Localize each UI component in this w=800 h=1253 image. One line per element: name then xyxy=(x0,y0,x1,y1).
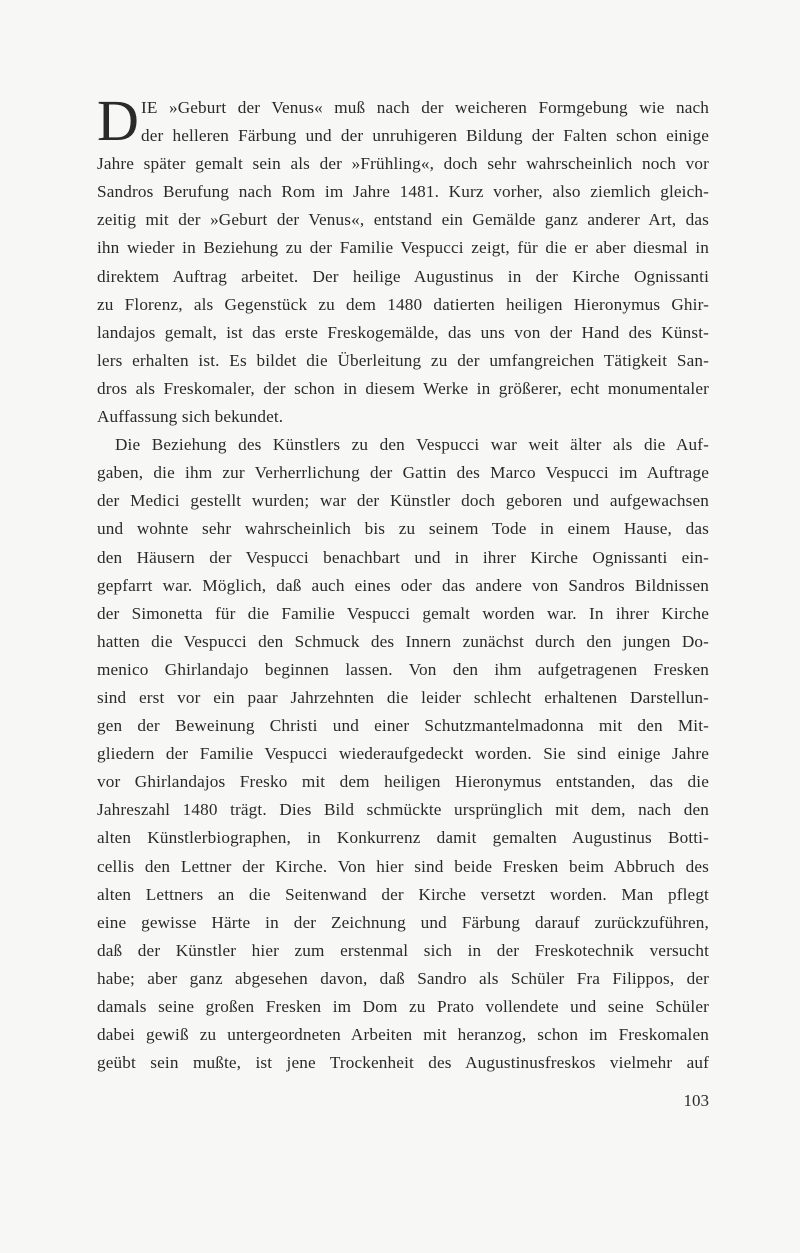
text-line-30: eine gewisse Härte in der Zeichnung und Färbung darauf zurückzuführen, xyxy=(97,912,709,932)
text-line-2: der helleren Färbung und der unruhigeren Bildung der Falten schon einige xyxy=(141,126,709,146)
text-line-12: Auffassung sich bekundet. xyxy=(97,407,284,427)
text-line-5: zeitig mit der »Geburt der Venus«, entstand ein Gemälde ganz anderer Art, das xyxy=(97,210,709,230)
text-line-21: menico Ghirlandajo beginnen lassen. Von den ihm aufgetragenen Fresken xyxy=(97,659,709,679)
text-line-14: gaben, die ihm zur Verherrlichung der Gattin des Marco Vespucci im Auftrage xyxy=(97,463,709,483)
text-line-11: dros als Freskomaler, der schon in diesem Werke in größerer, echt monumentaler xyxy=(97,378,709,398)
text-line-26: Jahreszahl 1480 trägt. Dies Bild schmückte ursprünglich mit dem, nach den xyxy=(97,800,709,820)
text-line-24: gliedern der Familie Vespucci wiederaufgedeckt worden. Sie sind einige Jahre xyxy=(97,744,709,764)
text-line-28: cellis den Lettner der Kirche. Von hier sind beide Fresken beim Abbruch des xyxy=(97,856,709,876)
drop-cap: D xyxy=(97,88,139,153)
text-line-13: Die Beziehung des Künstlers zu den Vespucci war weit älter als die Auf- xyxy=(115,435,709,455)
text-line-29: alten Lettners an die Seitenwand der Kirche versetzt worden. Man pflegt xyxy=(97,884,709,904)
text-line-33: damals seine großen Fresken im Dom zu Prato vollendete und seine Schüler xyxy=(97,997,709,1016)
text-line-31: daß der Künstler hier zum erstenmal sich in der Freskotechnik versucht xyxy=(97,940,709,960)
text-line-4: Sandros Berufung nach Rom im Jahre 1481. Kurz vorher, also ziemlich gleich- xyxy=(97,182,709,202)
text-line-23: gen der Beweinung Christi und einer Schutzmantelmadonna mit den Mit- xyxy=(97,716,709,736)
text-line-7: direktem Auftrag arbeitet. Der heilige Augustinus in der Kirche Ognissanti xyxy=(97,266,709,286)
text-line-34: dabei gewiß zu untergeordneten Arbeiten mit heranzog, schon im Freskomalen xyxy=(97,1025,709,1045)
text-line-3: Jahre später gemalt sein als der »Frühling«, doch sehr wahrscheinlich noch vor xyxy=(97,154,709,174)
text-line-25: vor Ghirlandajos Fresko mit dem heiligen Hieronymus entstanden, das die xyxy=(97,772,709,792)
text-line-9: landajos gemalt, ist das erste Freskogemälde, das uns von der Hand des Künst- xyxy=(97,322,709,342)
page-number: 103 xyxy=(683,1091,709,1110)
text-line-19: der Simonetta für die Familie Vespucci gemalt worden war. In ihrer Kirche xyxy=(97,603,709,623)
text-line-27: alten Künstlerbiographen, in Konkurrenz damit gemalten Augustinus Botti- xyxy=(97,828,709,848)
text-line-32: habe; aber ganz abgesehen davon, daß Sandro als Schüler Fra Filippos, der xyxy=(97,968,709,988)
text-line-10: lers erhalten ist. Es bildet die Überleitung zu der umfangreichen Tätigkeit San- xyxy=(97,350,709,370)
text-line-22: sind erst vor ein paar Jahrzehnten die leider schlecht erhaltenen Darstellun- xyxy=(97,687,709,707)
text-line-18: gepfarrt war. Möglich, daß auch eines oder das andere von Sandros Bildnissen xyxy=(97,575,709,595)
text-line-8: zu Florenz, als Gegenstück zu dem 1480 datierten heiligen Hieronymus Ghir- xyxy=(97,294,709,314)
text-line-20: hatten die Vespucci den Schmuck des Innern zunächst durch den jungen Do- xyxy=(97,631,709,651)
text-line-17: den Häusern der Vespucci benachbart und in ihrer Kirche Ognissanti ein- xyxy=(97,547,709,567)
text-line-6: ihn wieder in Beziehung zu der Familie Vespucci zeigt, für die er aber diesmal in xyxy=(97,238,709,258)
text-line-35: geübt sein mußte, ist jene Trockenheit des Augustinusfreskos vielmehr auf xyxy=(97,1053,709,1073)
body-text xyxy=(97,88,709,1077)
text-line-16: und wohnte sehr wahrscheinlich bis zu seinem Tode in einem Hause, das xyxy=(97,519,709,539)
text-line-15: der Medici gestellt wurden; war der Künstler doch geboren und aufgewachsen xyxy=(97,491,709,511)
text-line-1: IE »Geburt der Venus« muß nach der weicheren Formgebung wie nach xyxy=(141,98,709,117)
